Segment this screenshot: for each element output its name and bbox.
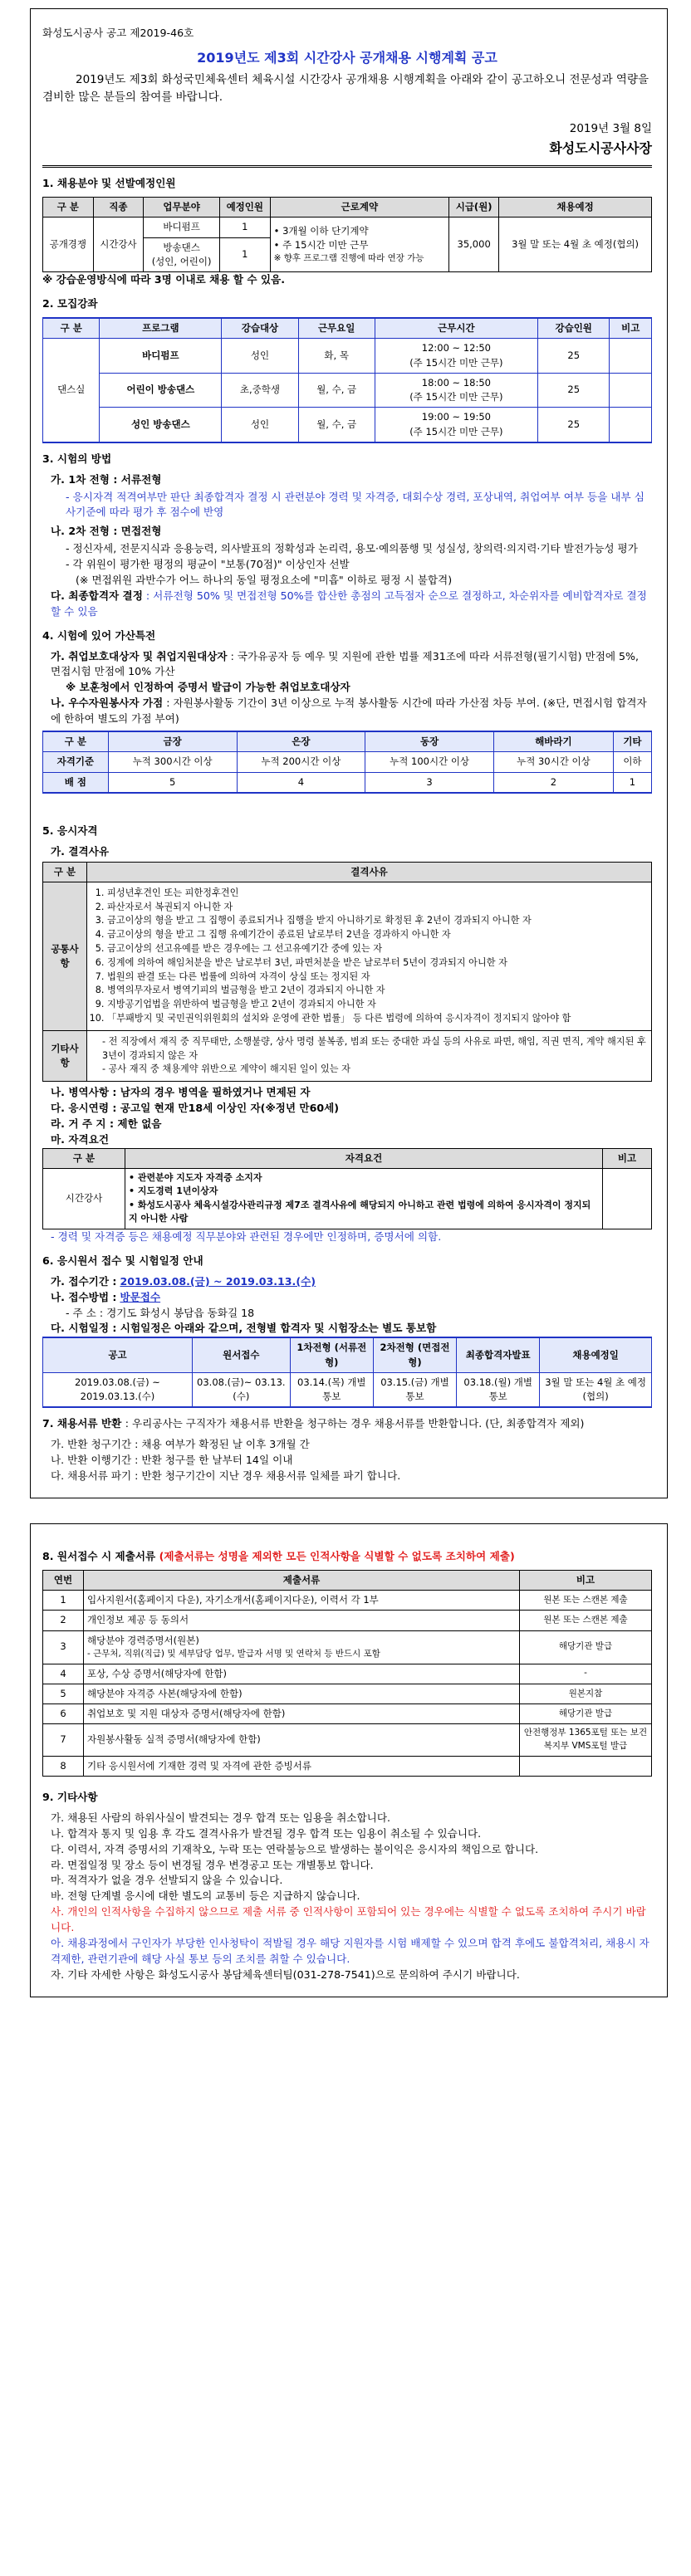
cell-count: 1	[219, 218, 270, 237]
cell-days: 월, 수, 금	[298, 373, 375, 408]
contract-line: • 주 15시간 미만 근무	[273, 238, 369, 251]
documents-table	[42, 1570, 652, 1777]
notice-intro: 2019년도 제3회 화성국민체육센터 체육시설 시간강사 공개채용 시행계획을 아래와 같이 공고하오니 전문성과 역량을 겸비한 많은 분들의 참여를 바랍니다.	[42, 72, 649, 105]
cell-field: 방송댄스 (성인, 어린이)	[144, 237, 220, 272]
list-item: 4. 금고이상의 형을 받고 그 집행 유예기간이 종료된 날로부터 2년을 경과하지 아니한 자	[107, 928, 648, 942]
s5-c: 다. 응시연령 : 공고일 현재 만18세 이상인 자(※정년 만60세)	[51, 1102, 340, 1115]
list-item: 5. 금고이상의 선고유예를 받은 경우에는 그 선고유예기간 중에 있는 자	[107, 942, 648, 956]
col-header: 제출서류	[84, 1570, 520, 1590]
row-header: 기타사항	[43, 1030, 87, 1081]
col-header: 연번	[43, 1570, 84, 1590]
list-item: 화성도시공사 체육시설강사관리규정 제7조 결격사유에 해당되지 아니하고 관련 법령에 의하여 응시자격이 정지되지 아니한 사람	[129, 1199, 591, 1224]
row-header: 배 점	[43, 772, 109, 793]
col-header: 시급(원)	[449, 198, 499, 218]
table-row	[43, 1724, 652, 1757]
list-item: - 전 직장에서 재직 중 직무태만, 소행불량, 상사 명령 불복종, 범죄 또는 중대한 과실 등의 사유로 파면, 해임, 직권 면직, 계약 해지된 후 3년이 경과되지 않은 자	[102, 1035, 648, 1063]
table-row	[43, 1372, 652, 1407]
recruit-field-table	[42, 197, 652, 272]
s9-item-sa: 사. 개인의 인적사항을 수집하지 않으므로 제출 서류 중 인적사항이 포함되어 있는 경우에는 식별할 수 없도록 조치하여 주시기 바랍니다.	[51, 1905, 646, 1934]
s9-item-ja: 자. 기타 자세한 사항은 화성도시공사 봉담체육센터팀(031-278-7541)으로 문의하여 주시기 바랍니다.	[51, 1967, 520, 1981]
cell: 2	[493, 772, 613, 793]
col-header: 구 분	[43, 1148, 125, 1168]
col-header: 구 분	[43, 318, 100, 339]
cell: 2019.03.08.(금) ~ 2019.03.13.(수)	[43, 1372, 193, 1407]
cell-label: 시간강사	[43, 1168, 125, 1229]
qualification-table	[42, 1148, 652, 1229]
col-header: 비고	[520, 1570, 652, 1590]
section-5-title: 5. 응시자격	[42, 824, 98, 837]
table-row	[43, 1030, 652, 1081]
notice-title: 2019년도 제3회 시간강사 공개채용 시행계획 공고	[197, 49, 497, 66]
contract-line: ※ 향후 프로그램 진행에 따라 연장 가능	[273, 253, 424, 264]
cell-program: 바디펌프	[100, 339, 222, 374]
col-header: 금장	[108, 731, 237, 752]
cell: 03.15.(금) 개별통보	[373, 1372, 456, 1407]
cell: 이하	[613, 752, 651, 772]
s9-item: 라. 면접일정 및 장소 등이 변경될 경우 변경공고 또는 개별통보 합니다.	[51, 1858, 374, 1871]
table-row	[43, 408, 652, 442]
notice-org: 화성도시공사사장	[549, 140, 652, 157]
list-item: - 공사 재직 중 채용계약 위반으로 계약이 해지된 일이 있는 자	[102, 1063, 648, 1077]
cell-common	[87, 882, 652, 1030]
cell-job: 시간강사	[93, 218, 144, 272]
table-row	[43, 882, 652, 1030]
cell: 누적 100시간 이상	[365, 752, 494, 772]
cell: 03.18.(월) 개별통보	[457, 1372, 540, 1407]
schedule-table	[42, 1337, 652, 1408]
cell-time: 18:00 ~ 18:50 (주 15시간 미만 근무)	[375, 373, 537, 408]
table-row	[43, 1704, 652, 1724]
cell-contract	[270, 218, 449, 272]
section-1-note: ※ 강습운영방식에 따라 3명 이내로 채용 할 수 있음.	[42, 273, 286, 286]
cell-note: 원본 또는 스캔본 제출	[520, 1611, 652, 1630]
cell-target: 초,중학생	[222, 373, 298, 408]
cell-no: 8	[43, 1756, 84, 1776]
cell-note	[610, 339, 652, 374]
col-header: 강습인원	[538, 318, 610, 339]
list-item: 1. 피성년후견인 또는 피한정후견인	[107, 887, 648, 901]
contract-line: • 3개월 이하 단기계약	[273, 224, 369, 237]
cell-note: -	[520, 1664, 652, 1684]
section-1-title: 1. 채용분야 및 선발예정인원	[42, 177, 176, 190]
cell-note	[520, 1756, 652, 1776]
col-header: 근무요일	[298, 318, 375, 339]
s9-item: 가. 채용된 사람의 하위사실이 발견되는 경우 합격 또는 임용을 취소합니다.	[51, 1811, 391, 1824]
col-header: 해바라기	[493, 731, 613, 752]
s6-addr: - 주 소 : 경기도 화성시 봉담읍 동화길 18	[66, 1306, 255, 1319]
table-row	[43, 339, 652, 374]
col-header: 프로그램	[100, 318, 222, 339]
cell-size: 25	[538, 408, 610, 442]
row-header: 자격기준	[43, 752, 109, 772]
table-row	[43, 373, 652, 408]
cell-note: 원본지참	[520, 1684, 652, 1703]
s9-item-a: 아. 채용과정에서 구인자가 부당한 인사청탁이 적발될 경우 해당 지원자를 시험 배제할 수 있으며 합격 후에도 불합격처리, 채용시 자격제한, 관련기관에 해당 사실 통보 등의 조치를 취할 수 있습니다.	[51, 1937, 649, 1965]
section-8-title: 8. 원서접수 시 제출서류 (제출서류는 성명을 제외한 모든 인적사항을 식별할 수 없도록 조치하여 제출)	[42, 1549, 515, 1562]
cell-note: 안전행정부 1365포털 또는 보건복지부 VMS포털 발급	[520, 1724, 652, 1757]
s7-item: 나. 반환 이행기간 : 반환 청구를 한 날부터 14일 이내	[51, 1454, 293, 1467]
col-header: 강습대상	[222, 318, 298, 339]
table-row	[43, 752, 652, 772]
cell-no: 4	[43, 1664, 84, 1684]
cell-size: 25	[538, 373, 610, 408]
cell-doc: 취업보호 및 지원 대상자 증명서(해당자에 한함)	[84, 1704, 520, 1724]
s5-a-title: 가. 결격사유	[51, 844, 109, 858]
col-header: 자격요건	[125, 1148, 603, 1168]
s6-c: 다. 시험일정 : 시험일정은 아래와 같으며, 전형별 합격자 및 시험장소는 별도 통보함	[51, 1322, 437, 1335]
cell-days: 화, 목	[298, 339, 375, 374]
cell: 3	[365, 772, 494, 793]
cell-time: 12:00 ~ 12:50 (주 15시간 미만 근무)	[375, 339, 537, 374]
notice-box-2	[30, 1523, 668, 1997]
cell-schedule: 3월 말 또는 4월 초 예정(협의)	[499, 218, 652, 272]
col-header: 은장	[237, 731, 365, 752]
col-header: 비고	[610, 318, 652, 339]
col-header: 직종	[93, 198, 144, 218]
list-item: 7. 법원의 판결 또는 다른 법률에 의하여 자격이 상실 또는 정지된 자	[107, 970, 648, 985]
table-row	[43, 1684, 652, 1703]
cell-doc: 해당분야 자격증 사본(해당자에 한함)	[84, 1684, 520, 1703]
table-row	[43, 1630, 652, 1664]
s5-note: - 경력 및 자격증 등은 채용예정 직무분야와 관련된 경우에만 인정하며, 증명서에 의함.	[51, 1229, 442, 1243]
col-header: 비고	[603, 1148, 652, 1168]
cell-doc: 기타 응시원서에 기재한 경력 및 자격에 관한 증빙서류	[84, 1756, 520, 1776]
list-item: 9. 지방공기업법을 위반하여 벌금형을 받고 2년이 경과되지 아니한 자	[107, 998, 648, 1012]
col-header: 결격사유	[87, 862, 652, 882]
s7-item: 가. 반환 청구기간 : 채용 여부가 확정된 날 이후 3개월 간	[51, 1438, 310, 1451]
s5-b: 나. 병역사항 : 남자의 경우 병역을 필하였거나 면제된 자	[51, 1086, 311, 1099]
row-header: 공통사항	[43, 882, 87, 1030]
col-header: 근무시간	[375, 318, 537, 339]
cell-note	[603, 1168, 652, 1229]
col-header: 원서접수	[192, 1337, 290, 1372]
cell-count: 1	[219, 237, 270, 272]
program-table	[42, 317, 652, 443]
col-header: 예정인원	[219, 198, 270, 218]
cell: 03.14.(목) 개별통보	[290, 1372, 373, 1407]
s4-b: 나. 우수자원봉사자 가점 : 자원봉사활동 기간이 3년 이상으로 누적 봉사활동 시간에 따라 가산점 차등 부여. (※단, 면접시험 합격자에 한하여 별도의 가점 부여)	[51, 697, 647, 726]
s3-a-text: - 응시자격 적격여부만 판단 최종합격자 결정 시 관련분야 경력 및 자격증, 대회수상 경력, 포상내역, 취업여부 여부 등을 내부 심사기준에 따라 평가 후 점수에 반영	[66, 490, 644, 519]
s6-a: 가. 접수기간 : 2019.03.08.(금) ~ 2019.03.13.(수)	[51, 1274, 316, 1288]
cell-doc: 자원봉사활동 실적 증명서(해당자에 한함)	[84, 1724, 520, 1757]
s5-e-title: 마. 자격요건	[51, 1132, 109, 1146]
cell-no: 3	[43, 1630, 84, 1664]
col-header: 구 분	[43, 198, 94, 218]
cell: 1	[613, 772, 651, 793]
cell-wage: 35,000	[449, 218, 499, 272]
cell: 누적 200시간 이상	[237, 752, 365, 772]
cell: 누적 30시간 이상	[493, 752, 613, 772]
s3-b-item: (※ 면접위원 과반수가 어느 하나의 동일 평정요소에 "미흡" 이하로 평정 시 불합격)	[76, 573, 453, 586]
cell: 누적 300시간 이상	[108, 752, 237, 772]
cell-room: 댄스실	[43, 339, 100, 442]
cell-no: 7	[43, 1724, 84, 1757]
s3-b-item: - 각 위원이 평가한 평정의 평균이 "보통(70점)" 이상인자 선발	[66, 558, 350, 571]
s4-a: 가. 취업보호대상자 및 취업지원대상자 : 국가유공자 등 예우 및 지원에 관한 법률 제31조에 따라 서류전형(필기시험) 만점에 5%, 면접시험 만점에 10% 가산	[51, 649, 640, 678]
cell-field: 바디펌프	[144, 218, 220, 237]
col-header: 최종합격자발표	[457, 1337, 540, 1372]
cell-size: 25	[538, 339, 610, 374]
cell-no: 6	[43, 1704, 84, 1724]
section-4-title: 4. 시험에 있어 가산특전	[42, 628, 156, 642]
s9-item: 마. 적격자가 없을 경우 선발되지 않을 수 있습니다.	[51, 1874, 283, 1887]
list-item: 2. 파산자로서 복권되지 아니한 자	[107, 901, 648, 915]
cell-doc: 개인정보 제공 등 동의서	[84, 1611, 520, 1630]
section-3-title: 3. 시험의 방법	[42, 452, 112, 465]
cell-target: 성인	[222, 408, 298, 442]
cell-group: 공개경쟁	[43, 218, 94, 272]
table-row	[43, 1168, 652, 1229]
table-row	[43, 218, 652, 237]
list-item: 10. 「부패방지 및 국민권익위원회의 설치와 운영에 관한 법률」 등 다른 법령에 의하여 응시자격이 정지되지 않아야 함	[107, 1012, 648, 1026]
section-6-title: 6. 응시원서 접수 및 시험일정 안내	[42, 1254, 203, 1267]
cell-note	[610, 373, 652, 408]
col-header: 구 분	[43, 862, 87, 882]
list-item: 8. 병역의무자로서 병역기피의 벌금형을 받고 2년이 경과되지 아니한 자	[107, 984, 648, 998]
cell-no: 5	[43, 1684, 84, 1703]
table-row	[43, 1591, 652, 1611]
notice-number: 화성도시공사 공고 제2019-46호	[42, 27, 194, 39]
cell: 5	[108, 772, 237, 793]
list-item: 관련분야 지도자 자격증 소지자	[137, 1171, 262, 1183]
col-header: 동장	[365, 731, 494, 752]
list-item: 지도경력 1년이상자	[137, 1185, 218, 1197]
cell-note	[610, 408, 652, 442]
cell-program: 어린이 방송댄스	[100, 373, 222, 408]
cell-doc: 입사지원서(홈페이지 다운), 자기소개서(홈페이지다운), 이력서 각 1부	[84, 1591, 520, 1611]
s7-item: 다. 채용서류 파기 : 반환 청구기간이 지난 경우 채용서류 일체를 파기 합니다.	[51, 1469, 401, 1482]
cell-program: 성인 방송댄스	[100, 408, 222, 442]
cell-other	[87, 1030, 652, 1081]
cell: 3월 말 또는 4월 초 예정(협의)	[540, 1372, 652, 1407]
notice-box-1	[30, 8, 668, 1498]
col-header: 구 분	[43, 731, 109, 752]
table-row	[43, 1611, 652, 1630]
cell-note: 해당기관 발급	[520, 1630, 652, 1664]
disqualification-table	[42, 862, 652, 1083]
cell-doc: 해당분야 경력증명서(원본) - 근무처, 직위(직급) 및 세부담당 업무, 발급자 서명 및 연락처 등 반드시 포함	[84, 1630, 520, 1664]
cell-qualifications: • 관련분야 지도자 자격증 소지자 • 지도경력 1년이상자 • 화성도시공사 체육시설강사관리규정 제7조 결격사유에 해당되지 아니하고 관련 법령에 의하여 응시자격이 정지되지 아니한 사람	[125, 1168, 603, 1229]
cell-days: 월, 수, 금	[298, 408, 375, 442]
s3-b-title: 나. 2차 전형 : 면접전형	[51, 525, 162, 538]
divider	[42, 165, 652, 168]
cell: 4	[237, 772, 365, 793]
s3-c: 다. 최종합격자 결정 : 서류전형 50% 및 면접전형 50%를 합산한 총점의 고득점자 순으로 결정하고, 차순위자를 예비합격자로 결정할 수 있음	[51, 589, 647, 618]
col-header: 근로계약	[270, 198, 449, 218]
table-row	[43, 1664, 652, 1684]
section-7-title: 7. 채용서류 반환 : 우리공사는 구직자가 채용서류 반환을 청구하는 경우 채용서류를 반환합니다. (단, 최종합격자 제외)	[42, 1417, 585, 1430]
s5-d: 라. 거 주 지 : 제한 없음	[51, 1117, 162, 1130]
col-header: 업무분야	[144, 198, 220, 218]
s9-item: 나. 합격자 통지 및 임용 후 각도 결격사유가 발견될 경우 합격 또는 임용이 취소될 수 있습니다.	[51, 1826, 482, 1840]
s9-item: 바. 전형 단계별 응시에 대한 별도의 교통비 등은 지급하지 않습니다.	[51, 1889, 360, 1903]
col-header: 채용예정	[499, 198, 652, 218]
volunteer-table	[42, 731, 652, 794]
s6-b: 나. 접수방법 : 방문접수	[51, 1290, 161, 1303]
cell: 03.08.(금)~ 03.13.(수)	[192, 1372, 290, 1407]
cell-no: 2	[43, 1611, 84, 1630]
list-item: 6. 징계에 의하여 해임처분을 받은 날로부터 3년, 파면처분을 받은 날로부터 5년이 경과되지 아니한 자	[107, 956, 648, 970]
section-2-title: 2. 모집강좌	[42, 297, 98, 310]
cell-doc: 포상, 수상 증명서(해당자에 한함)	[84, 1664, 520, 1684]
col-header: 공고	[43, 1337, 193, 1372]
col-header: 기타	[613, 731, 651, 752]
cell-no: 1	[43, 1591, 84, 1611]
col-header: 2차전형 (면접전형)	[373, 1337, 456, 1372]
col-header: 1차전형 (서류전형)	[290, 1337, 373, 1372]
s3-a-title: 가. 1차 전형 : 서류전형	[51, 472, 162, 486]
cell-time: 19:00 ~ 19:50 (주 15시간 미만 근무)	[375, 408, 537, 442]
s9-item: 다. 이력서, 자격 증명서의 기재착오, 누락 또는 연락불능으로 발생하는 불이익은 응시자의 책임으로 합니다.	[51, 1842, 539, 1855]
table-row	[43, 1756, 652, 1776]
s4-a-note: ※ 보훈청에서 인정하여 증명서 발급이 가능한 취업보호대상자	[66, 681, 350, 694]
s3-b-item: - 정신자세, 전문지식과 응용능력, 의사발표의 정확성과 논리력, 용모·예의품행 및 성실성, 창의력·의지력·기타 발전가능성 평가	[66, 542, 638, 555]
section-9-title: 9. 기타사항	[42, 1791, 98, 1803]
table-row	[43, 772, 652, 793]
cell-note: 해당기관 발급	[520, 1704, 652, 1724]
cell-note: 원본 또는 스캔본 제출	[520, 1591, 652, 1611]
notice-date: 2019년 3월 8일	[569, 122, 652, 136]
list-item: 3. 금고이상의 형을 받고 그 집행이 종료되거나 집행을 받지 아니하기로 확정된 후 2년이 경과되지 아니한 자	[107, 914, 648, 928]
cell-target: 성인	[222, 339, 298, 374]
col-header: 채용예정일	[540, 1337, 652, 1372]
